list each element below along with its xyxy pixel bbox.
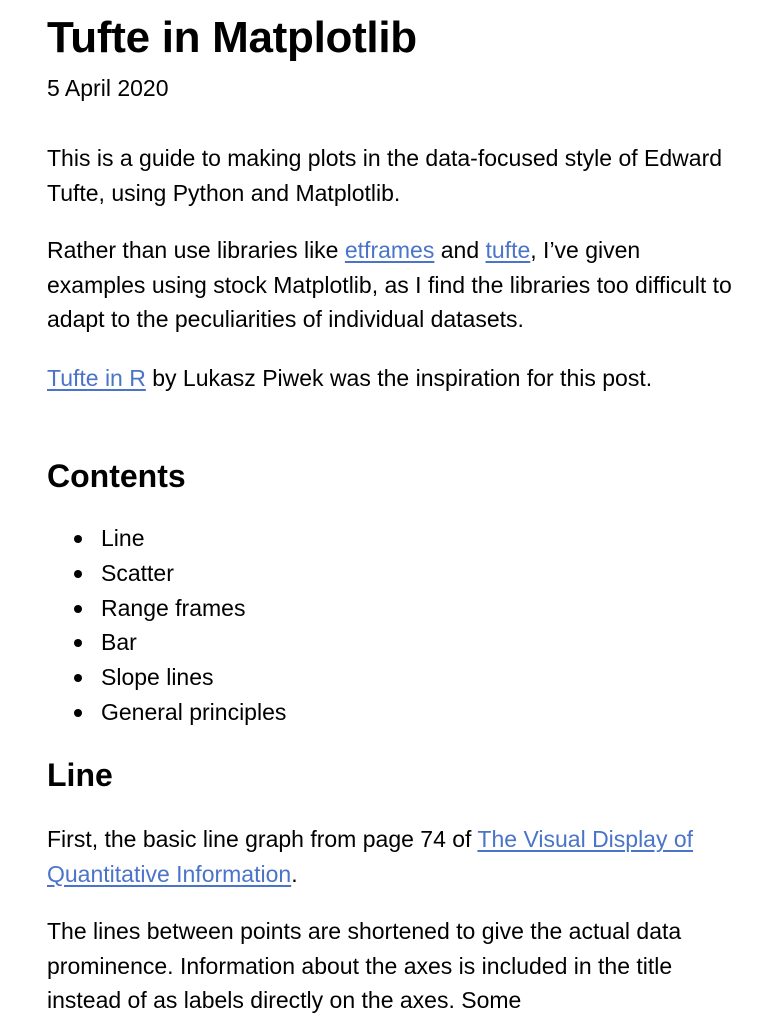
intro-paragraph: This is a guide to making plots in the data-focused style of Edward Tufte, using Python and Matplotlib. [47, 145, 723, 206]
bullet-icon [74, 674, 82, 682]
etframes-link[interactable]: etframes [344, 237, 435, 263]
inspiration-text: by Lukasz Piwek was the inspiration for this post. [145, 365, 653, 391]
bullet-icon [74, 709, 82, 717]
contents-item-label: Range frames [101, 594, 246, 621]
libraries-text-3: , I’ve given examples using stock Matplotlib, as I find the libraries too difficult to adapt to the peculiarities of individual datasets. [47, 237, 732, 332]
line-intro-paragraph [47, 822, 737, 891]
contents-item-general-principles[interactable] [47, 695, 286, 730]
page-title: Tufte in Matplotlib [47, 13, 417, 62]
contents-item-bar[interactable] [47, 625, 286, 660]
inspiration-paragraph [47, 361, 737, 396]
contents-item-label: Scatter [101, 559, 174, 586]
contents-item-label: Line [101, 525, 145, 551]
bullet-icon [74, 570, 82, 578]
post-date: 5 April 2020 [47, 75, 169, 101]
tufte-in-r-link[interactable]: Tufte in R [47, 365, 146, 391]
bullet-icon [74, 535, 82, 543]
bullet-icon [74, 605, 82, 613]
libraries-text-2: and [434, 237, 486, 263]
libraries-paragraph [47, 233, 737, 337]
line-description-paragraph: The lines between points are shortened to give the actual data prominence. Information about the axes is included in the title instead of as labels directly on the axes. Some [47, 918, 682, 1013]
line-heading: Line [47, 757, 113, 793]
contents-item-scatter[interactable] [47, 556, 286, 591]
tufte-link[interactable]: tufte [485, 237, 531, 263]
contents-heading: Contents [47, 458, 186, 494]
contents-list [47, 521, 286, 730]
line-intro-text-2: . [291, 860, 298, 887]
contents-item-line[interactable] [47, 521, 286, 556]
contents-item-range-frames[interactable] [47, 591, 286, 626]
bullet-icon [74, 639, 82, 647]
contents-item-label: Bar [101, 629, 137, 656]
contents-item-slope-lines[interactable] [47, 660, 286, 695]
libraries-text-1: Rather than use libraries like [47, 237, 345, 263]
contents-item-label: Slope lines [101, 664, 214, 691]
line-intro-text-1: First, the basic line graph from page 74 of [47, 826, 478, 852]
contents-item-label: General principles [101, 698, 287, 725]
visual-display-link[interactable]: The Visual Display of Quantitative Information [47, 826, 694, 887]
